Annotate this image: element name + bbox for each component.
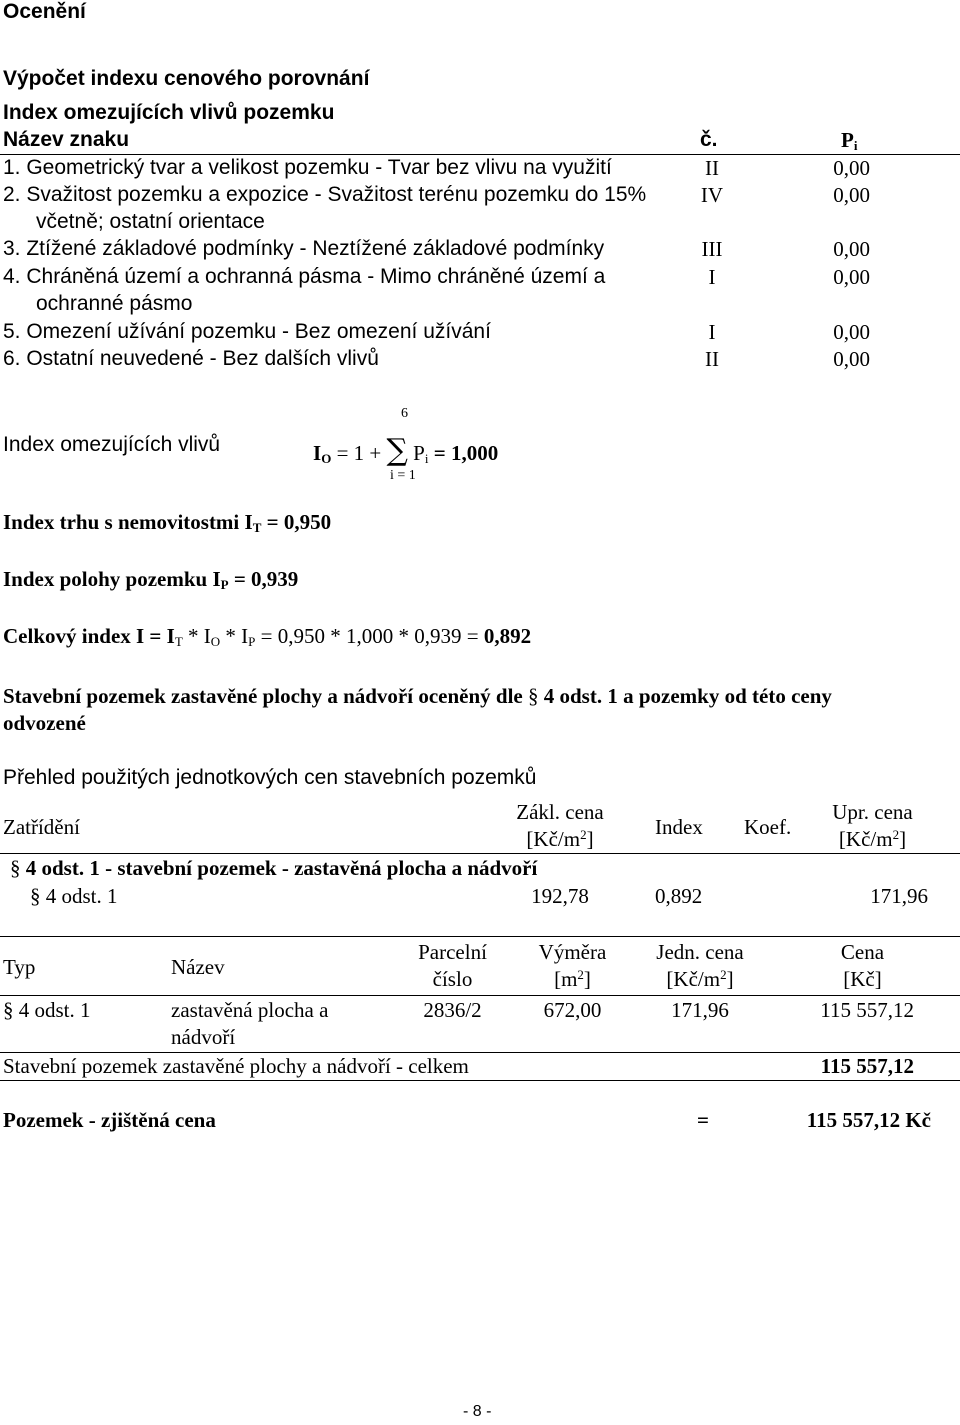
- land-total-value: 115 557,12: [820, 1054, 914, 1078]
- factor-row-1: 1. Geometrický tvar a velikost pozemku - Tvar bez vlivu na využití: [3, 156, 612, 179]
- factor-header-rule: [0, 154, 960, 155]
- formula-expression: $I_O = 1$ + ∑ $P_i = 1,000$: [313, 433, 499, 468]
- land-total-rule: [0, 1052, 960, 1053]
- factor-value-6: 0,00: [833, 347, 870, 371]
- factor-row-4-cont: ochranné pásmo: [36, 292, 193, 315]
- paragraph-icon: §: [528, 684, 539, 708]
- factor-num-6: II: [705, 347, 719, 371]
- land-row-nazev: zastavěná plocha a: [171, 998, 329, 1022]
- prices-col-zakl: Zákl. cena: [516, 800, 604, 824]
- final-price-value: 115 557,12 Kč: [806, 1108, 931, 1132]
- land-col-cena: Cena: [840, 940, 885, 964]
- paragraph-icon: §: [3, 998, 14, 1022]
- factor-value-3: 0,00: [833, 237, 870, 261]
- prices-row-index: 0,892: [655, 884, 703, 908]
- factor-row-3: 3. Ztížené základové podmínky - Neztížené základové podmínky: [3, 237, 605, 260]
- land-row-parcela: 2836/2: [423, 998, 482, 1022]
- factor-num-3: III: [701, 237, 723, 261]
- prices-col-zakl-unit: $[Kč/m^2]$: [526, 827, 594, 851]
- land-total-bottom-rule: [0, 1080, 960, 1081]
- land-row-vymera: 672,00: [543, 998, 602, 1022]
- factor-value-5: 0,00: [833, 320, 870, 344]
- prices-header-rule: [0, 853, 960, 854]
- final-price-eq: =: [697, 1108, 709, 1132]
- factor-row-4: 4. Chráněná území a ochranná pásma - Mimo chráněné území a: [3, 265, 606, 288]
- sigma-icon: ∑: [386, 433, 408, 468]
- section-title: Výpočet indexu cenového porovnání: [3, 67, 370, 90]
- land-col-jedn: Jedn. cena: [656, 940, 744, 964]
- index-title: Index omezujících vlivů pozemku: [3, 101, 335, 124]
- factor-num-1: II: [705, 156, 719, 180]
- land-section-title: Stavební pozemek zastavěné plochy a nádvoří oceněný dle § 4 odst. 1 a pozemky od této ceny: [3, 684, 832, 708]
- prices-col-koef: Koef.: [744, 815, 792, 839]
- land-col-cena-unit: [Kč]: [843, 967, 882, 991]
- land-col-vymera-unit: $[m^2]$: [554, 967, 591, 991]
- location-index: Index polohy pozemku $I_P = 0,939$: [3, 567, 299, 592]
- total-index: Celkový index $I = I_T * I_O * I_P = 0,950 * 1,000 * 0,939 = 0,892$: [3, 624, 532, 649]
- land-col-parcela-2: číslo: [432, 967, 473, 991]
- paragraph-icon: §: [10, 856, 21, 880]
- factor-num-2: IV: [700, 183, 724, 207]
- land-col-vymera: Výměra: [538, 940, 607, 964]
- factor-row-2: 2. Svažitost pozemku a expozice - Svažitost terénu pozemku do 15%: [3, 183, 647, 206]
- land-table-top-rule: [0, 936, 960, 937]
- factor-value-4: 0,00: [833, 265, 870, 289]
- land-row-cena: 115 557,12: [820, 998, 914, 1022]
- market-index: Index trhu s nemovitostmi $I_T = 0,950$: [3, 510, 332, 535]
- prices-col-index: Index: [655, 815, 703, 839]
- land-total-label: Stavební pozemek zastavěné plochy a nádvoří - celkem: [3, 1054, 469, 1078]
- formula-upper-limit: 6: [401, 406, 408, 421]
- final-price-label: Pozemek - zjištěná cena: [3, 1108, 216, 1132]
- land-section-title-cont: odvozené: [3, 711, 86, 735]
- factor-header-num: č.: [700, 128, 718, 151]
- factor-header-name: Název znaku: [3, 128, 130, 151]
- prices-col-upr: Upr. cena: [832, 800, 913, 824]
- factor-row-6: 6. Ostatní neuvedené - Bez dalších vlivů: [3, 347, 379, 370]
- land-col-typ: Typ: [3, 955, 36, 979]
- factor-row-2-cont: včetně; ostatní orientace: [36, 210, 265, 233]
- land-col-parcela: Parcelní: [418, 940, 487, 964]
- prices-row-price: 171,96: [870, 884, 928, 908]
- factor-num-4: I: [708, 265, 716, 289]
- land-row-nazev-cont: nádvoří: [171, 1025, 236, 1049]
- land-header-rule: [0, 995, 960, 996]
- prices-title: Přehled použitých jednotkových cen stavebních pozemků: [3, 766, 537, 789]
- factor-row-5: 5. Omezení užívání pozemku - Bez omezení užívání: [3, 320, 491, 343]
- factor-header-p: $P_i$: [841, 128, 858, 153]
- paragraph-icon: §: [30, 884, 41, 908]
- land-col-nazev: Název: [171, 955, 225, 979]
- prices-col-upr-unit: $[Kč/m^2]$: [838, 827, 907, 851]
- prices-row-base: 192,78: [531, 884, 589, 908]
- page-title: Ocenění: [3, 0, 86, 23]
- land-col-jedn-unit: $[Kč/m^2]$: [666, 967, 734, 991]
- land-row-jedn: 171,96: [671, 998, 729, 1022]
- prices-row-class: § 4 odst. 1: [30, 884, 118, 908]
- factor-num-5: I: [708, 320, 716, 344]
- factor-value-2: 0,00: [833, 183, 870, 207]
- factor-value-1: 0,00: [833, 156, 870, 180]
- prices-col-zatrideni: Zatřídění: [3, 815, 80, 839]
- prices-group-row: § 4 odst. 1 - stavební pozemek - zastavěná plocha a nádvoří: [10, 856, 538, 880]
- formula-lower-limit: i = 1: [390, 468, 416, 483]
- formula-label: Index omezujících vlivů: [3, 433, 221, 456]
- page-number: - 8 -: [463, 1403, 492, 1420]
- land-row-typ: § 4 odst. 1: [3, 998, 91, 1022]
